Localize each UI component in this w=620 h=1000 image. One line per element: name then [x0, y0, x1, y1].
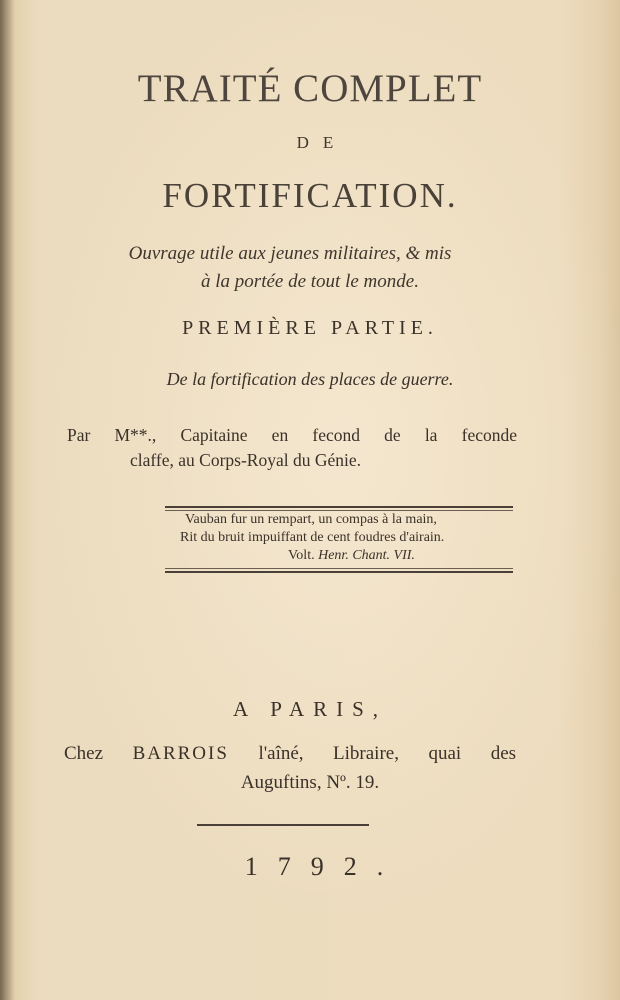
imprint-city: A PARIS,: [232, 697, 388, 721]
epigraph-line1: Vauban fur un rempart, un compas à la main,: [185, 512, 437, 527]
epigraph-line2: Rit du bruit impuiffant de cent foudres d'airain.: [180, 530, 445, 545]
epigraph-rule-bottom: [165, 571, 513, 573]
book-title-line2: FORTIFICATION.: [162, 176, 458, 215]
imprint-rule: [197, 824, 369, 826]
imprint-publisher-rest: l'aîné, Libraire, quai des: [258, 743, 517, 764]
epigraph-attribution: [288, 548, 415, 564]
author-line1: Par M**., Capitaine en fecond de la feconde: [67, 425, 517, 445]
epigraph-rule-top: [165, 506, 513, 508]
subtitle-line2: à la portée de tout le monde.: [201, 271, 419, 292]
publication-year: 1792.: [244, 852, 404, 881]
epigraph-rule-top-thin: [165, 510, 513, 511]
author-line2: claffe, au Corps-Royal du Génie.: [130, 450, 361, 470]
imprint-address: Auguftins, Nº. 19.: [240, 772, 380, 793]
imprint-publisher-name: BARROIS: [132, 743, 229, 764]
part-subtitle: De la fortification des places de guerre.: [166, 369, 454, 389]
book-title-line1: TRAITÉ COMPLET: [137, 67, 483, 110]
epigraph-attribution-prefix: Volt.: [288, 548, 315, 563]
epigraph-attribution-work: Henr. Chant. VII.: [318, 548, 415, 563]
imprint-publisher: [64, 743, 516, 765]
part-heading: PREMIÈRE PARTIE.: [182, 317, 438, 339]
book-title-de: DE: [296, 133, 348, 152]
imprint-publisher-prefix: Chez: [64, 743, 104, 764]
subtitle-line1: Ouvrage utile aux jeunes militaires, & mis: [128, 243, 452, 264]
epigraph-rule-bottom-thin: [165, 568, 513, 569]
